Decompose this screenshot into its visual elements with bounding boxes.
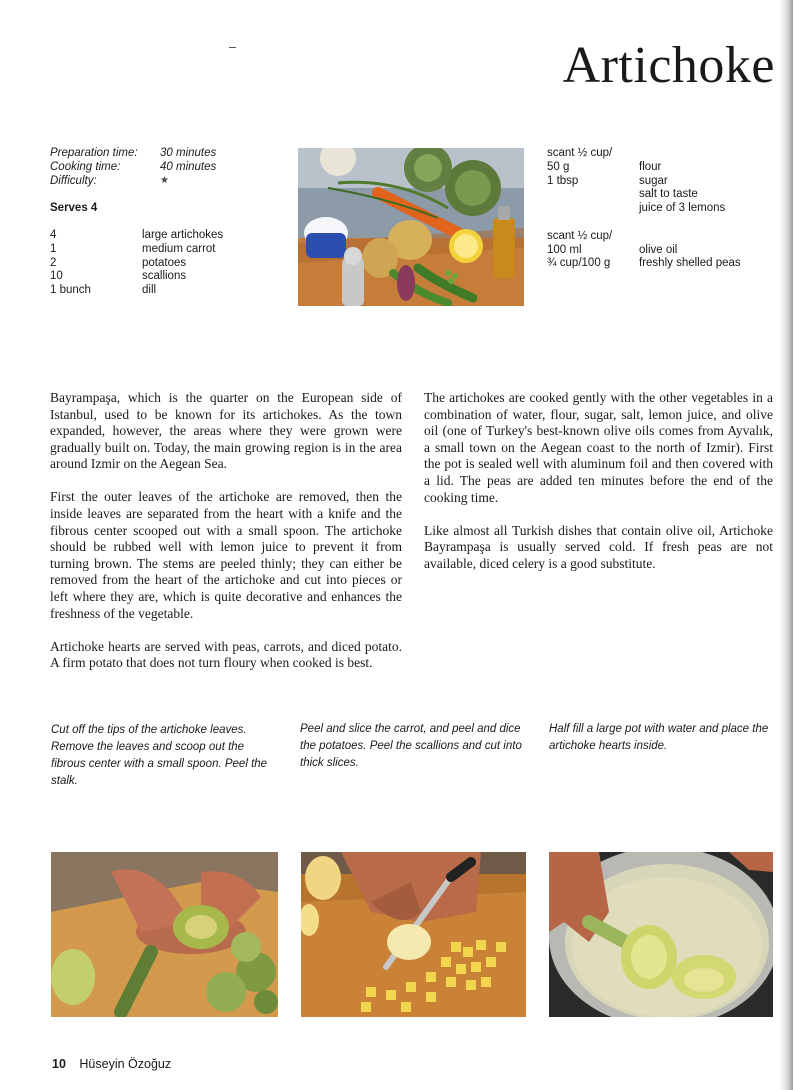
ingredient-item: freshly shelled peas (639, 257, 741, 270)
ingredient-row (50, 284, 223, 298)
ingredient-row (547, 161, 741, 175)
ingredient-row (547, 257, 741, 271)
meta-label: Preparation time: (50, 147, 138, 159)
ingredient-item: salt to taste (639, 188, 698, 201)
ingredient-item: olive oil (639, 243, 678, 256)
artichoke-peeling-illustration (51, 852, 278, 1017)
ingredient-qty (547, 202, 639, 216)
body-paragraph: The artichokes are cooked gently with the other vegetables in a combination of water, flour, sugar, salt, lemon juice, and olive oil (one of Turkey's best-known olive oils comes from Ayvalık, a small town on the Aegean coast to the north of Izmir). First the pot is sealed well with aluminum foil and then covered with a lid. The peas are added ten minutes before the end of the cooking time. (424, 390, 773, 505)
ingredient-row (547, 244, 741, 258)
body-paragraph: First the outer leaves of the artichoke are removed, then the inside leaves are separated from the heart with a knife and the fibrous center scooped out with a small spoon. The artichoke should be rubbed well with lemon juice to prevent it from turning brown. The stems are peeled thinly; they can either be removed from the heart of the artichoke and cut into pieces or left where they are, which is quite decorative and enhances the freshness of the vegetable. (50, 489, 402, 621)
ingredient-row (50, 270, 223, 284)
page-footer (52, 1057, 171, 1071)
ingredient-qty: 4 (50, 229, 57, 241)
dicing-potatoes-illustration (301, 852, 526, 1017)
ingredient-qty: ¾ cup/100 g (547, 257, 611, 270)
ingredient-qty: 2 (50, 256, 57, 269)
step-photo-3 (549, 852, 773, 1017)
ingredient-qty: 1 (50, 242, 57, 255)
meta-value: 40 minutes (160, 161, 217, 173)
step-caption-2: Peel and slice the carrot, and peel and dice the potatoes. Peel the scallions and cut into thick slices. (300, 723, 522, 769)
page-number: 10 (52, 1057, 66, 1071)
step-photo-2 (301, 852, 526, 1017)
ingredients-list-right (547, 147, 741, 271)
author-name: Hüseyin Özoğuz (79, 1057, 172, 1071)
difficulty-star-icon: ★ (160, 175, 169, 186)
meta-value: 30 minutes (160, 147, 217, 159)
page-edge-shadow (779, 0, 793, 1090)
ingredient-item: scallions (142, 270, 187, 283)
recipe-meta (50, 146, 216, 188)
body-text-left (50, 390, 402, 688)
ingredient-item: medium carrot (142, 242, 216, 255)
stray-mark (229, 47, 236, 48)
ingredient-row (50, 243, 223, 257)
meta-row-cook (50, 160, 216, 174)
ingredient-row (50, 257, 223, 271)
step-caption-1: Cut off the tips of the artichoke leaves. Remove the leaves and scoop out the fibrous center with a small spoon. Peel the stalk. (51, 724, 268, 787)
ingredients-illustration (298, 148, 524, 306)
meta-label: Cooking time: (50, 161, 121, 173)
step-caption-3: Half fill a large pot with water and place the artichoke hearts inside. (549, 723, 769, 752)
ingredient-qty: scant ½ cup/ (547, 147, 613, 159)
ingredient-qty: 1 bunch (50, 284, 91, 297)
ingredients-photo (298, 148, 524, 306)
body-paragraph: Like almost all Turkish dishes that contain olive oil, Artichoke Bayrampaşa is usually served cold. If fresh peas are not available, diced celery is a good substitute. (424, 522, 773, 571)
ingredient-item: juice of 3 lemons (639, 202, 726, 215)
serves-heading: Serves 4 (50, 202, 98, 214)
body-paragraph: Bayrampaşa, which is the quarter on the European side of Istanbul, used to be known for its artichokes. As the town expanded, however, the areas where they were grown were gradually built on. Today, the main growing region is in the area around Izmir on the Aegean Sea. (50, 390, 402, 472)
meta-row-difficulty (50, 174, 216, 188)
ingredient-qty: 50 g (547, 160, 570, 173)
body-text-right (424, 390, 773, 589)
ingredient-row (547, 202, 741, 216)
ingredient-item: large artichokes (142, 229, 224, 241)
ingredient-qty: 1 tbsp (547, 174, 579, 187)
meta-row-prep (50, 146, 216, 160)
ingredient-row (547, 175, 741, 189)
ingredient-item: flour (639, 160, 662, 173)
ingredient-row (547, 230, 741, 244)
ingredient-qty: 10 (50, 270, 63, 283)
ingredient-item: sugar (639, 174, 668, 187)
meta-label: Difficulty: (50, 175, 97, 187)
page-title: Artichoke (562, 37, 775, 94)
step-photo-1 (51, 852, 278, 1017)
artichokes-in-pot-illustration (549, 852, 773, 1017)
ingredient-row (547, 188, 741, 202)
body-paragraph: Artichoke hearts are served with peas, carrots, and diced potato. A firm potato that does not turn floury when cooked is best. (50, 638, 402, 671)
ingredients-list-left (50, 229, 223, 298)
ingredient-qty: scant ½ cup/ (547, 229, 613, 242)
ingredient-row (547, 147, 741, 161)
ingredient-item: dill (142, 284, 157, 297)
ingredient-qty (547, 188, 639, 202)
ingredient-item: potatoes (142, 256, 187, 269)
ingredient-qty: 100 ml (547, 243, 582, 256)
ingredient-row (50, 229, 223, 243)
